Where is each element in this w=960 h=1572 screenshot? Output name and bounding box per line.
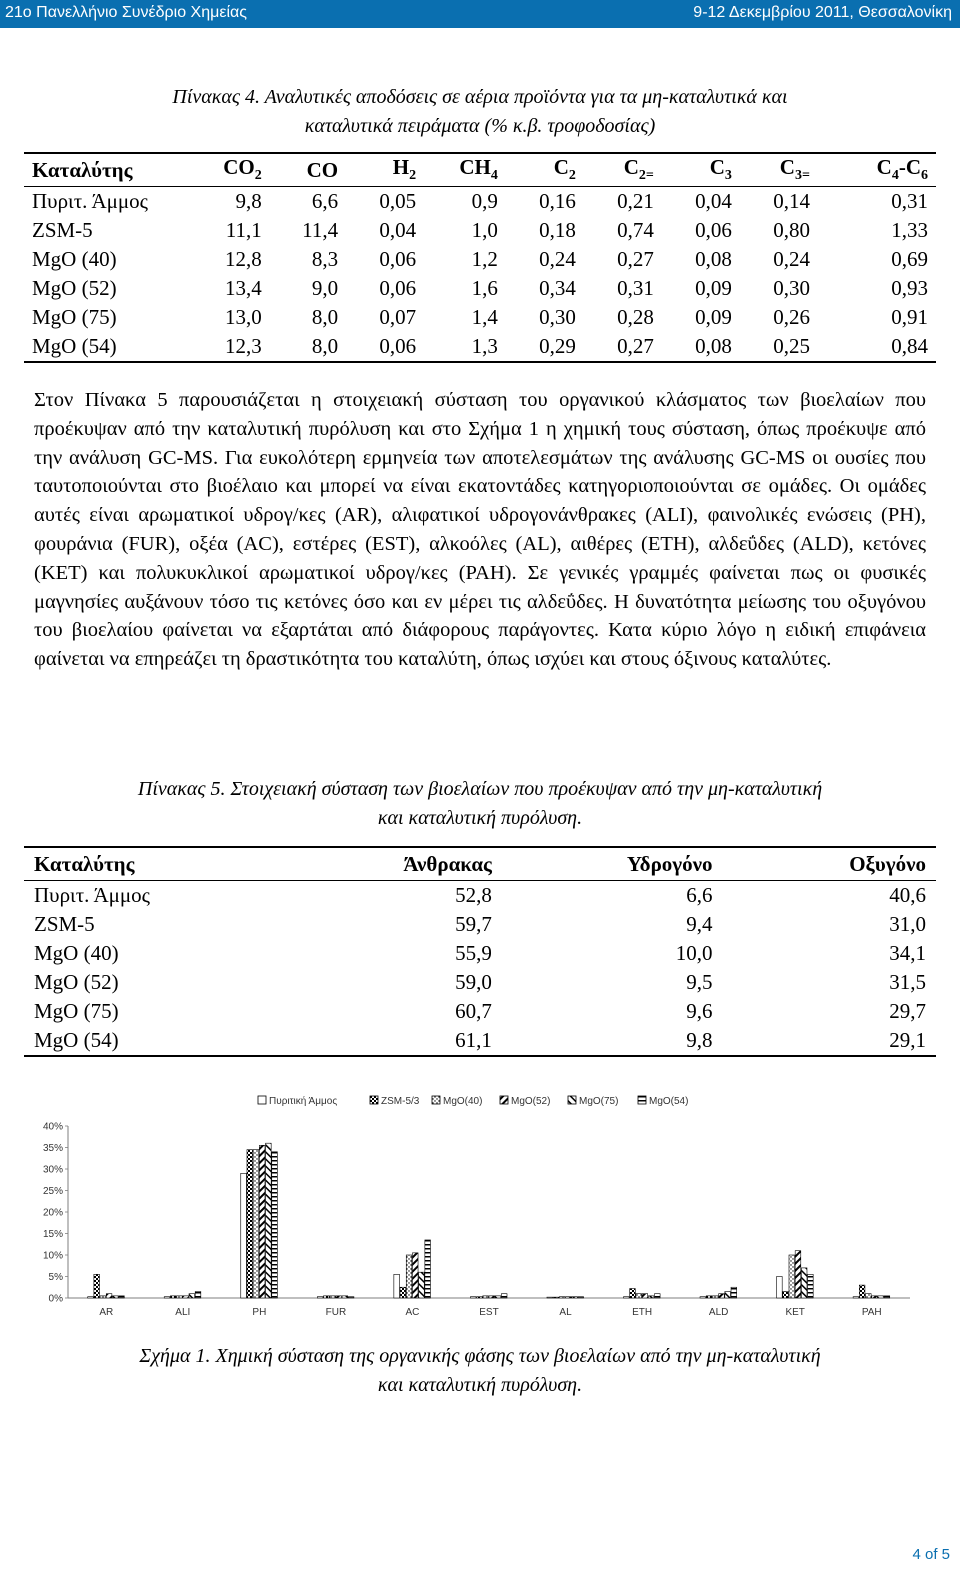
table-cell: 29,1 xyxy=(889,1028,926,1052)
x-tick-label: PAH xyxy=(861,1307,882,1318)
table-cell: MgO (54) xyxy=(34,1028,119,1052)
x-tick-label: EST xyxy=(479,1307,499,1318)
table-cell: 0,25 xyxy=(773,334,810,358)
legend-entry xyxy=(432,1096,482,1107)
table-cell: 59,7 xyxy=(455,912,492,936)
table-cell: 55,9 xyxy=(455,941,492,965)
y-tick-label: 0% xyxy=(48,1293,63,1305)
y-tick-label: 25% xyxy=(42,1186,63,1197)
bar xyxy=(241,1173,247,1298)
table-cell: 8,0 xyxy=(311,305,339,329)
bar xyxy=(400,1287,406,1298)
bar xyxy=(859,1285,865,1298)
legend-swatch xyxy=(432,1096,440,1104)
table-cell: 9,0 xyxy=(311,276,339,300)
bar xyxy=(189,1294,195,1298)
table-row xyxy=(24,303,936,332)
x-tick-label: ALI xyxy=(175,1307,191,1318)
bar xyxy=(630,1289,636,1298)
table-row xyxy=(24,968,936,997)
table-cell: MgO (54) xyxy=(32,334,117,358)
table-row xyxy=(24,939,936,968)
y-tick-label: 20% xyxy=(42,1207,63,1219)
bar xyxy=(654,1294,660,1298)
table-cell: 10,0 xyxy=(675,941,713,965)
bar xyxy=(119,1296,125,1298)
table-cell: 1,0 xyxy=(471,218,498,242)
table5-header-cell: Υδρογόνο xyxy=(626,851,713,876)
table5-header-row xyxy=(24,847,936,881)
table-cell: MgO (40) xyxy=(34,941,119,965)
y-tick-label: 5% xyxy=(48,1272,63,1283)
bar xyxy=(106,1294,112,1298)
table4-header-cell xyxy=(732,153,810,187)
table-cell: 13,4 xyxy=(224,276,262,300)
bar xyxy=(623,1297,629,1298)
header-subscript: 2 xyxy=(254,168,262,184)
table-cell: 6,6 xyxy=(311,189,339,213)
table-cell: 0,30 xyxy=(773,276,810,300)
table-cell: 0,04 xyxy=(695,189,732,213)
legend-entry xyxy=(638,1096,688,1107)
table-cell: 0,08 xyxy=(695,247,732,271)
table-cell: 0,04 xyxy=(379,218,417,242)
bar xyxy=(731,1287,737,1298)
bar xyxy=(94,1274,100,1298)
bar xyxy=(406,1255,412,1298)
table4-caption-line1: Πίνακας 4. Αναλυτικές αποδόσεις σε αέρια προϊόντα για τα μη-καταλυτικά και xyxy=(172,86,788,108)
header-subscript: 6 xyxy=(921,168,928,184)
bar xyxy=(700,1297,706,1298)
legend-label: MgO(75) xyxy=(579,1096,619,1107)
bar xyxy=(872,1296,878,1298)
table-cell: 1,3 xyxy=(471,334,498,358)
bar xyxy=(866,1294,872,1298)
table-cell: 0,27 xyxy=(617,247,654,271)
table5-header-cell: Άνθρακας xyxy=(403,851,492,876)
page-number: 4 of 5 xyxy=(912,1546,950,1563)
x-tick-label: AC xyxy=(405,1307,420,1318)
table-cell: Πυριτ. Άμμος xyxy=(32,189,148,213)
page-header xyxy=(0,0,960,28)
bar xyxy=(578,1297,584,1298)
bar xyxy=(719,1294,725,1298)
bar xyxy=(483,1296,489,1298)
bar xyxy=(501,1294,507,1298)
table-cell: 9,6 xyxy=(686,999,713,1023)
table-cell: 0,24 xyxy=(773,247,810,271)
table4-header-cell xyxy=(24,153,180,187)
table4-header-cell xyxy=(654,153,732,187)
x-tick-label: AR xyxy=(99,1307,114,1318)
table-cell: 8,0 xyxy=(311,334,339,358)
bar xyxy=(342,1296,348,1298)
table-cell: 0,05 xyxy=(379,189,417,213)
x-tick-label: KET xyxy=(785,1307,805,1318)
legend-label: ZSM-5/3 xyxy=(381,1096,420,1107)
table-cell: 0,93 xyxy=(891,276,928,300)
table-row xyxy=(24,332,936,362)
table-cell: 0,08 xyxy=(695,334,732,358)
bar xyxy=(801,1268,807,1298)
table-row xyxy=(24,910,936,939)
table-cell: 0,14 xyxy=(773,189,810,213)
table4-header-cell xyxy=(810,153,936,187)
table4 xyxy=(24,152,936,363)
x-tick-label: PH xyxy=(252,1307,267,1318)
bar xyxy=(272,1152,278,1298)
table-cell: 0,31 xyxy=(617,276,654,300)
table-cell: 0,18 xyxy=(539,218,576,242)
bar xyxy=(477,1297,483,1298)
bar xyxy=(566,1297,572,1298)
table-cell: 0,69 xyxy=(891,247,928,271)
header-subscript: 4 xyxy=(891,168,899,184)
table-cell: MgO (75) xyxy=(34,999,119,1023)
table-cell: 0,09 xyxy=(695,276,732,300)
table-row xyxy=(24,274,936,303)
table-cell: 9,8 xyxy=(235,189,262,213)
bar xyxy=(777,1277,783,1299)
bar xyxy=(100,1296,106,1298)
bar xyxy=(330,1296,336,1298)
table-cell: 0,29 xyxy=(539,334,576,358)
table-cell: 0,07 xyxy=(379,305,417,329)
header-text: C xyxy=(876,155,892,180)
table4-header-cell xyxy=(498,153,576,187)
table-row xyxy=(24,881,936,911)
body-paragraph: Στον Πίνακα 5 παρουσιάζεται η στοιχειακή σύσταση του οργανικού κλάσματος των βιοελαίων που προέκυψαν από την καταλυτική πυρόλυση και στο Σχήμα 1 η χημική τους σύσταση, όπως προέκυψε από την ανάλυση GC-MS. Για ευκολότερη ερμηνεία των αποτελεσμάτων της ανάλυσης GC-MS οι ουσίες που ταυτοποιούνται στο βιοέλαιο και μπορεί να είναι εκατοντάδες κατηγοριοποιούνται σε ομάδες. Οι ομάδες αυτές είναι αρωματικοί υδρογ/κες (AR), αλιφατικοί υδρογονάνθρακες (ALI), φαινολικές ενώσεις (PH), φουράνια (FUR), οξέα (AC), εστέρες (EST), αλκοόλες (AL), αιθέρες (ETH), αλδεΰδες (ALD), κετόνες (KET) και πολυκυκλικοί αρωματικοί υδρογ/κες (PAH). Σε γενικές γραμμές φαίνεται πως οι φυσικές μαγνησίες αυξάνουν τόσο τις κετόνες όσο και εν μέρει τις αλδεΰδες. Η δυνατότητα μείωσης του οξυγόνου του βιοελαίου φαίνεται να εξαρτάται από διάφορους παράγοντες. Κατα κύριο λόγο η ειδική επιφάνεια φαίνεται να επηρεάζει τη δραστικότητα του καταλύτη, όπως ισχύει και στους όξινους καταλύτες. xyxy=(34,389,926,671)
table5-caption-line1: Πίνακας 5. Στοιχειακή σύσταση των βιοελαίων που προέκυψαν από την μη-καταλυτική xyxy=(137,778,823,800)
bar xyxy=(177,1296,183,1298)
bar xyxy=(324,1296,330,1298)
chart-x-axis xyxy=(99,1307,881,1318)
table-cell: 9,8 xyxy=(686,1028,713,1052)
table-cell: 13,0 xyxy=(224,305,262,329)
header-text: CO xyxy=(223,155,255,180)
header-text: CO xyxy=(306,157,339,182)
bar xyxy=(489,1296,495,1298)
bar xyxy=(170,1296,176,1298)
y-tick-label: 30% xyxy=(42,1164,63,1176)
table-cell: 0,16 xyxy=(539,189,576,213)
bar xyxy=(547,1297,553,1298)
table-cell: 0,74 xyxy=(617,218,654,242)
table4-caption xyxy=(24,83,936,141)
bar xyxy=(559,1297,565,1298)
header-text: Καταλύτης xyxy=(32,157,133,182)
table-cell: 12,8 xyxy=(224,247,262,271)
bar xyxy=(394,1274,400,1298)
x-tick-label: ALD xyxy=(708,1307,729,1318)
table-cell: 0,80 xyxy=(773,218,810,242)
table-cell: MgO (40) xyxy=(32,247,117,271)
table-cell: MgO (75) xyxy=(32,305,117,329)
table-cell: 0,91 xyxy=(891,305,928,329)
bar xyxy=(553,1297,559,1298)
table-cell: 60,7 xyxy=(455,999,492,1023)
table4-header-cell xyxy=(338,153,416,187)
bar xyxy=(808,1274,814,1298)
table-cell: 0,9 xyxy=(471,189,498,213)
bar xyxy=(425,1240,431,1298)
table4-caption-line2: καταλυτικά πειράματα (% κ.β. τροφοδοσίας) xyxy=(304,115,656,137)
bar xyxy=(336,1296,342,1298)
table-cell: 11,1 xyxy=(225,218,262,242)
table-cell: 1,33 xyxy=(891,218,928,242)
table-cell: 0,06 xyxy=(695,218,732,242)
bar xyxy=(789,1255,795,1298)
table4-header-cell xyxy=(576,153,654,187)
header-text: H xyxy=(392,155,410,180)
table4-header-cell xyxy=(180,153,262,187)
legend-swatch xyxy=(500,1096,508,1104)
header-subscript: 3= xyxy=(794,168,810,184)
header-text: C xyxy=(623,155,639,180)
bar xyxy=(259,1145,265,1298)
bar xyxy=(112,1296,118,1298)
table4-header-cell xyxy=(416,153,498,187)
table-cell: 59,0 xyxy=(455,970,492,994)
header-subscript: 2= xyxy=(638,168,654,184)
x-tick-label: ETH xyxy=(632,1307,653,1318)
table-cell: 0,27 xyxy=(617,334,654,358)
bar xyxy=(636,1294,642,1298)
table5-header-cell: Καταλύτης xyxy=(34,851,135,876)
table-cell: 61,1 xyxy=(455,1028,492,1052)
table-cell: 40,6 xyxy=(889,883,926,907)
bar xyxy=(648,1296,654,1298)
table-cell: 31,0 xyxy=(889,912,926,936)
table-cell: MgO (52) xyxy=(32,276,117,300)
conference-title: 21ο Πανελλήνιο Συνέδριο Χημείας xyxy=(5,4,247,21)
legend-label: Πυριτική Άμμος xyxy=(269,1096,338,1107)
header-text: CH xyxy=(459,155,491,180)
header-text: -C xyxy=(898,155,921,180)
bar xyxy=(317,1297,323,1298)
conference-dates: 9-12 Δεκεμβρίου 2011, Θεσσαλονίκη xyxy=(693,4,952,21)
table-cell: ZSM-5 xyxy=(34,912,95,936)
header-subscript: 3 xyxy=(724,168,732,184)
legend-swatch xyxy=(370,1096,378,1104)
bar xyxy=(88,1297,94,1298)
table-cell: 52,8 xyxy=(455,883,492,907)
legend-entry xyxy=(370,1096,420,1107)
table-row xyxy=(24,1026,936,1056)
bar xyxy=(642,1294,648,1298)
table-cell: 0,84 xyxy=(891,334,928,358)
table-cell: Πυριτ. Άμμος xyxy=(34,883,150,907)
table-cell: 0,26 xyxy=(773,305,810,329)
legend-swatch xyxy=(568,1096,576,1104)
table-cell: MgO (52) xyxy=(34,970,119,994)
bar xyxy=(725,1292,731,1298)
figure-caption-line2: και καταλυτική πυρόλυση. xyxy=(377,1374,583,1396)
table-cell: 1,4 xyxy=(471,305,498,329)
table-cell: 6,6 xyxy=(686,883,713,907)
x-tick-label: AL xyxy=(559,1307,572,1318)
table5-header-cell: Οξυγόνο xyxy=(849,851,926,876)
legend-swatch xyxy=(638,1096,646,1104)
y-tick-label: 15% xyxy=(42,1229,63,1240)
table-cell: 0,06 xyxy=(379,334,417,358)
table-cell: 34,1 xyxy=(889,941,926,965)
header-text: C xyxy=(553,155,569,180)
table5-caption-line2: και καταλυτική πυρόλυση. xyxy=(377,807,583,829)
bar xyxy=(247,1150,253,1298)
bar xyxy=(853,1297,859,1298)
bar xyxy=(572,1297,578,1298)
table5 xyxy=(24,846,936,1057)
table-cell: 0,34 xyxy=(539,276,576,300)
table-cell: 0,06 xyxy=(379,247,417,271)
x-tick-label: FUR xyxy=(325,1307,347,1318)
chemical-composition-chart xyxy=(30,1080,930,1320)
bar xyxy=(419,1272,425,1298)
table-cell: 0,28 xyxy=(617,305,654,329)
legend-label: MgO(52) xyxy=(511,1096,551,1107)
legend-entry xyxy=(500,1096,550,1107)
table-cell: 11,4 xyxy=(302,218,339,242)
table-cell: 1,2 xyxy=(471,247,498,271)
bar xyxy=(495,1296,501,1298)
y-tick-label: 35% xyxy=(42,1143,63,1154)
table-cell: 9,4 xyxy=(686,912,713,936)
bar xyxy=(266,1143,272,1298)
table5-caption xyxy=(24,775,936,833)
bar xyxy=(783,1292,789,1298)
table-cell: 8,3 xyxy=(311,247,339,271)
bar xyxy=(712,1296,718,1298)
table-row xyxy=(24,187,936,217)
header-text: C xyxy=(709,155,725,180)
table-row xyxy=(24,245,936,274)
table4-header-cell xyxy=(262,153,338,187)
bar xyxy=(884,1296,890,1298)
bar xyxy=(253,1150,259,1298)
table-cell: 12,3 xyxy=(224,334,262,358)
legend-entry xyxy=(568,1096,618,1107)
table-cell: 9,5 xyxy=(686,970,713,994)
table-cell: 29,7 xyxy=(889,999,926,1023)
bar xyxy=(878,1296,884,1298)
header-text: C xyxy=(779,155,795,180)
bar xyxy=(412,1253,418,1298)
table5-body xyxy=(24,881,936,1057)
table-row xyxy=(24,216,936,245)
bar xyxy=(164,1297,170,1298)
table-cell: 0,06 xyxy=(379,276,417,300)
legend-label: MgO(40) xyxy=(443,1096,483,1107)
legend-swatch xyxy=(258,1096,266,1104)
header-subscript: 2 xyxy=(568,168,576,184)
bar xyxy=(706,1296,712,1298)
legend-label: MgO(54) xyxy=(649,1096,689,1107)
y-tick-label: 10% xyxy=(42,1250,63,1262)
table-cell: 31,5 xyxy=(889,970,926,994)
chart-bars xyxy=(88,1143,890,1298)
table4-body xyxy=(24,187,936,363)
figure-caption-line1: Σχήμα 1. Χημική σύσταση της οργανικής φάσης των βιοελαίων από την μη-καταλυτική xyxy=(139,1345,821,1367)
table-row xyxy=(24,997,936,1026)
table-cell: 0,09 xyxy=(695,305,732,329)
bar xyxy=(183,1296,189,1298)
table-cell: ZSM-5 xyxy=(32,218,93,242)
chart-legend xyxy=(258,1095,688,1107)
bar xyxy=(795,1251,801,1298)
table-cell: 0,21 xyxy=(617,189,654,213)
bar xyxy=(470,1297,476,1298)
table-cell: 0,30 xyxy=(539,305,576,329)
y-tick-label: 40% xyxy=(42,1121,63,1133)
table4-header-row xyxy=(24,153,936,187)
bar xyxy=(348,1297,354,1298)
bar xyxy=(195,1292,201,1298)
header-subscript: 2 xyxy=(409,168,417,184)
table-cell: 1,6 xyxy=(471,276,498,300)
legend-entry xyxy=(258,1095,337,1107)
figure-caption xyxy=(24,1342,936,1400)
header-subscript: 4 xyxy=(490,168,498,184)
table-cell: 0,31 xyxy=(891,189,928,213)
table-cell: 0,24 xyxy=(539,247,576,271)
